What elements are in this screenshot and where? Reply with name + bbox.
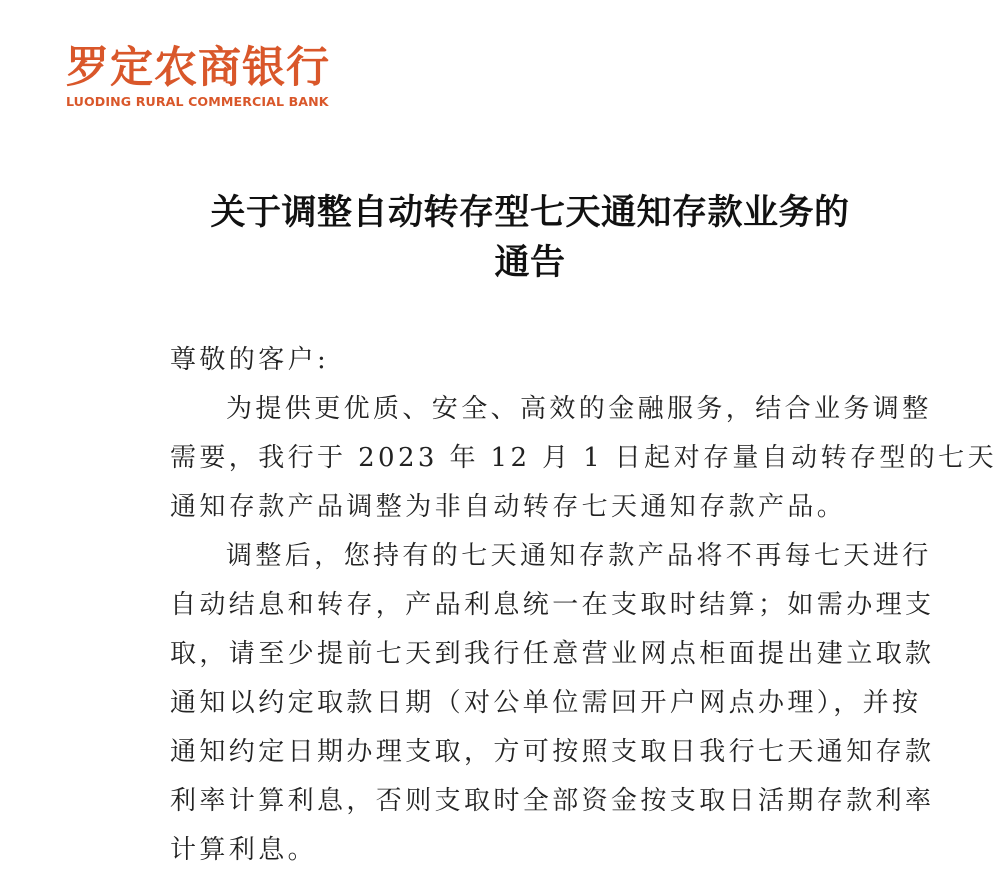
paragraph-line: 需要，我行于 2023 年 12 月 1 日起对存量自动转存型的七天 xyxy=(170,443,997,473)
paragraph-line: 通知约定日期办理支取，方可按照支取日我行七天通知存款 xyxy=(170,737,935,767)
logo-chinese-name: 罗定农商银行 xyxy=(66,43,330,93)
paragraph-line: 自动结息和转存，产品利息统一在支取时结算；如需办理支 xyxy=(170,590,935,620)
paragraph-line: 取，请至少提前七天到我行任意营业网点柜面提出建立取款 xyxy=(170,639,935,669)
notice-title xyxy=(150,188,910,288)
bank-logo xyxy=(66,44,366,110)
logo-english-name: LUODING RURAL COMMERCIAL BANK xyxy=(66,94,329,109)
paragraph-line: 调整后，您持有的七天通知存款产品将不再每七天进行 xyxy=(226,541,932,571)
paragraph-line: 利率计算利息，否则支取时全部资金按支取日活期存款利率 xyxy=(170,786,935,816)
notice-body xyxy=(170,336,997,875)
title-line-2: 通告 xyxy=(494,242,566,283)
paragraph-2 xyxy=(170,532,935,875)
paragraph-line: 通知存款产品调整为非自动转存七天通知存款产品。 xyxy=(170,492,847,522)
paragraph-line: 通知以约定取款日期（对公单位需回开户网点办理），并按 xyxy=(170,688,922,718)
salutation: 尊敬的客户: xyxy=(170,345,330,375)
title-line-1: 关于调整自动转存型七天通知存款业务的 xyxy=(210,192,850,233)
paragraph-1 xyxy=(170,385,997,532)
paragraph-line: 为提供更优质、安全、高效的金融服务，结合业务调整 xyxy=(226,394,932,424)
paragraph-line: 计算利息。 xyxy=(170,835,318,865)
